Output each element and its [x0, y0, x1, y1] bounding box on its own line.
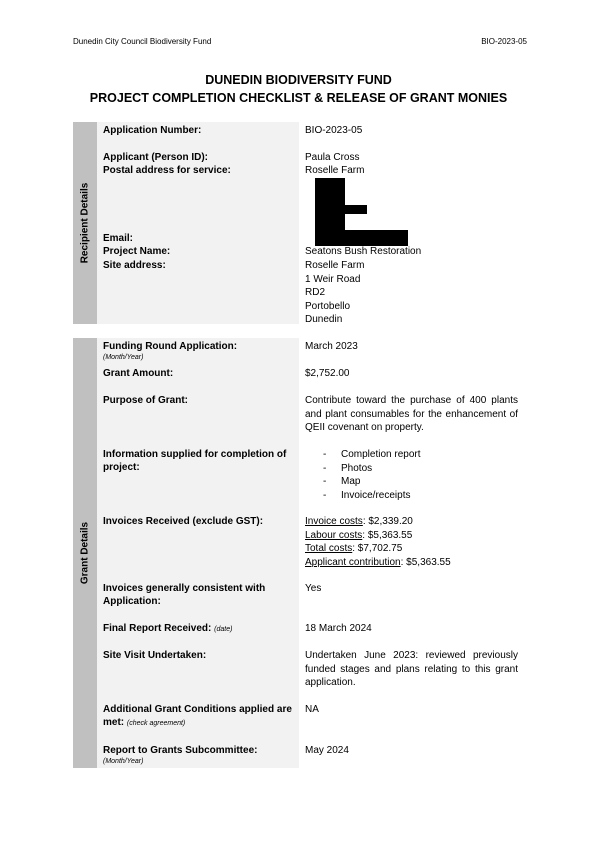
application-number-value: BIO-2023-05	[305, 125, 363, 136]
redaction-block	[315, 230, 408, 246]
invoices-consistent-value: Yes	[305, 583, 322, 594]
invoices-received-value	[305, 515, 518, 569]
site-address-line: 1 Weir Road	[305, 273, 361, 285]
invoice-costs-value: : $2,339.20	[362, 516, 413, 527]
site-visit-value: Undertaken June 2023: reviewed previously funded stages and plans relating to this grant application.	[305, 650, 518, 688]
postal-address-value: Roselle Farm	[305, 165, 365, 176]
site-address-line: Dunedin	[305, 314, 343, 325]
report-subcommittee-label: Report to Grants Subcommittee: (Month/Year)	[103, 744, 298, 766]
total-costs-value: : $7,702.75	[352, 543, 403, 554]
additional-conditions-hint: (check agreement)	[126, 720, 186, 727]
header-fund-name: Dunedin City Council Biodiversity Fund	[73, 37, 212, 46]
postal-address-label: Postal address for service:	[103, 165, 231, 176]
site-address-label: Site address:	[103, 260, 166, 271]
additional-conditions-label: Additional Grant Conditions applied are met: (check agreement)	[103, 704, 292, 728]
labour-costs-line	[305, 529, 518, 543]
purpose-label: Purpose of Grant:	[103, 395, 189, 406]
list-item: - Map	[305, 475, 518, 489]
funding-round-label: Funding Round Application: (Month/Year)	[103, 340, 298, 362]
document-subtitle: PROJECT COMPLETION CHECKLIST & RELEASE OF GRANT MONIES	[89, 91, 508, 105]
list-item: - Photos	[305, 462, 518, 476]
invoice-costs-label: Invoice costs	[305, 516, 363, 527]
applicant-contribution-label: Applicant contribution	[305, 556, 401, 568]
application-number-label: Application Number:	[103, 125, 202, 136]
funding-round-value: March 2023	[305, 341, 358, 352]
header-reference: BIO-2023-05	[481, 37, 527, 46]
applicant-value: Paula Cross	[305, 152, 360, 163]
recipient-details-sidebar	[73, 122, 97, 324]
purpose-value: Contribute toward the purchase of 400 plants and plant consumables for the enhancement of QEII covenant on property.	[305, 395, 518, 433]
invoice-costs-line	[305, 515, 518, 529]
grant-details-sidebar	[73, 338, 97, 768]
project-name-label: Project Name:	[103, 246, 171, 257]
labour-costs-label: Labour costs	[305, 529, 363, 541]
final-report-label: Final Report Received: (date)	[103, 623, 233, 634]
redaction-block	[315, 205, 367, 214]
applicant-contribution-value: : $5,363.55	[400, 556, 451, 568]
invoices-received-label: Invoices Received (exclude GST):	[103, 516, 264, 527]
grant-amount-label: Grant Amount:	[103, 368, 174, 379]
final-report-value: 18 March 2024	[305, 623, 372, 634]
site-address-line: RD2	[305, 287, 326, 298]
total-costs-line	[305, 542, 518, 556]
additional-conditions-value: NA	[305, 704, 319, 715]
invoices-consistent-label: Invoices generally consistent with Application:	[103, 583, 266, 607]
info-supplied-list	[305, 448, 518, 502]
recipient-details-heading: Recipient Details	[79, 182, 91, 264]
site-address-line: Portobello	[305, 300, 351, 312]
applicant-contribution-line	[305, 556, 518, 570]
total-costs-label: Total costs	[305, 543, 353, 554]
project-name-value: Seatons Bush Restoration	[305, 246, 422, 257]
list-item: - Completion report	[305, 448, 518, 462]
grant-amount-value: $2,752.00	[305, 368, 350, 379]
site-address-value	[305, 259, 518, 327]
site-visit-label: Site Visit Undertaken:	[103, 650, 207, 661]
report-subcommittee-value: May 2024	[305, 745, 349, 756]
labour-costs-value: : $5,363.55	[362, 529, 413, 541]
funding-round-hint: (Month/Year)	[103, 354, 144, 361]
info-supplied-label: Information supplied for completion of project:	[103, 449, 287, 473]
applicant-label: Applicant (Person ID):	[103, 152, 209, 163]
list-item: - Invoice/receipts	[305, 489, 518, 503]
site-address-line: Roselle Farm	[305, 260, 365, 271]
final-report-hint: (date)	[214, 626, 233, 633]
report-subcommittee-hint: (Month/Year)	[103, 758, 144, 765]
grant-details-heading: Grant Details	[79, 521, 91, 585]
email-label: Email:	[103, 233, 134, 244]
document-title: DUNEDIN BIODIVERSITY FUND	[205, 73, 392, 87]
info-supplied-value	[305, 448, 518, 502]
